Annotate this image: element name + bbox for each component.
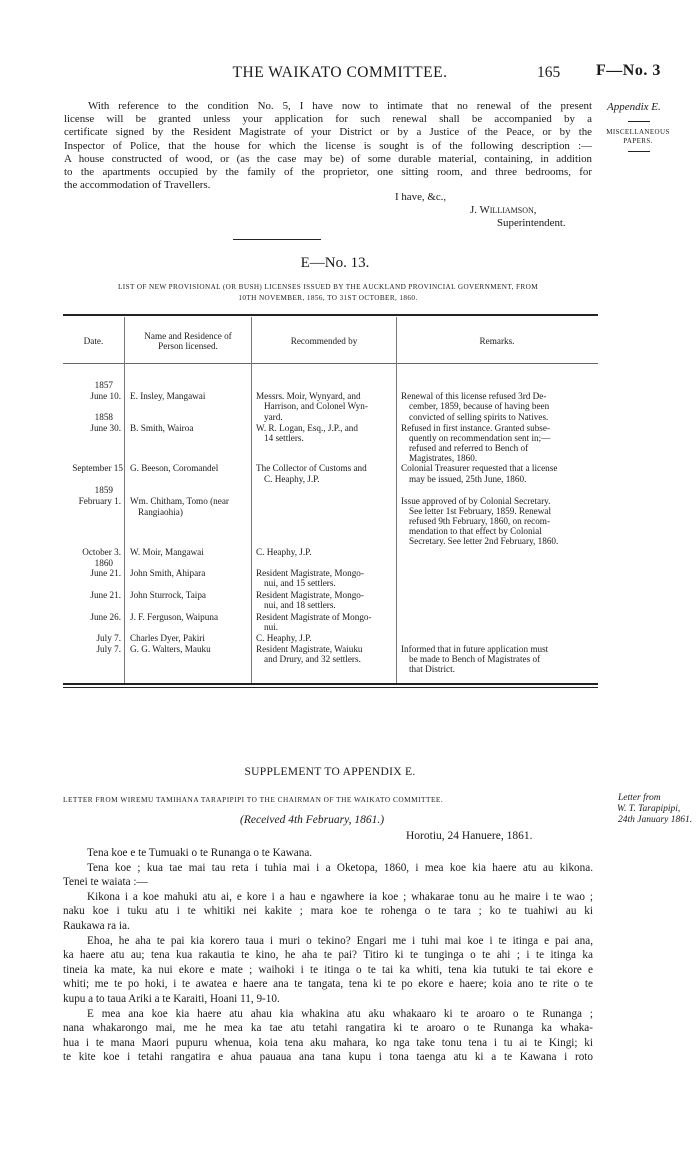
date-cell: 1858 bbox=[94, 412, 113, 422]
remarks-cell: be made to Bench of Magistrates of bbox=[409, 654, 541, 664]
name-cell: G. G. Walters, Mauku bbox=[130, 644, 211, 654]
letter-line: Kikona i a koe mahuki atu ai, e kore i a hau e ngawhere ia koe ; whakarae tonu au he maire i te wao ; bbox=[87, 890, 593, 903]
letter-caption: LETTER FROM WIREMU TAMIHANA TARAPIPIPI TO THE CHAIRMAN OF THE WAIKATO COMMITTEE. bbox=[63, 795, 444, 804]
remarks-cell: Magistrates, 1860. bbox=[409, 453, 478, 463]
recommended-cell: and Drury, and 32 settlers. bbox=[264, 654, 361, 664]
intro-line: the accommodation of Travellers. bbox=[64, 179, 211, 192]
closing: I have, &c., bbox=[395, 191, 447, 203]
name-cell: W. Moir, Mangawai bbox=[130, 547, 204, 557]
intro-paragraph bbox=[64, 100, 592, 192]
name-cell: Charles Dyer, Pakiri bbox=[130, 633, 205, 643]
intro-line: A house constructed of wood, or (as the case may be) of some durable material, containing, in addition bbox=[64, 152, 592, 165]
intro-line: to the apartments occupied by the family of the proprietor, one sitting room, and three bedrooms, for bbox=[64, 166, 592, 179]
recommended-cell: C. Heaphy, J.P. bbox=[256, 547, 312, 557]
letter-line: tineia ka mate, ka nui ekore e mate ; waihoki i te itinga o te tai ka whiti, tena kia tutuki te tai ekore e bbox=[63, 963, 593, 976]
place-date: Horotiu, 24 Hanuere, 1861. bbox=[406, 830, 533, 842]
letter-side-note-line3: 24th January 1861. bbox=[618, 815, 693, 825]
name-cell: John Smith, Ahipara bbox=[130, 568, 206, 578]
remarks-cell: Issue approved of by Colonial Secretary. bbox=[401, 496, 551, 506]
recommended-cell: Messrs. Moir, Wynyard, and bbox=[256, 391, 361, 401]
column-divider bbox=[124, 317, 125, 683]
table-bottom-rule bbox=[63, 683, 598, 685]
table-caption-line2: 10TH NOVEMBER, 1856, TO 31ST OCTOBER, 1860. bbox=[238, 294, 418, 302]
letter-line: Tena koe ; kua tae mai tau reta i tuhia mai i a Oketopa, 1860, i mea koe kia haere atu au kikona. bbox=[87, 861, 593, 874]
remarks-cell: Informed that in future application must bbox=[401, 644, 549, 654]
side-divider bbox=[628, 151, 650, 152]
letter-body bbox=[63, 846, 593, 1065]
recommended-cell: 14 settlers. bbox=[264, 433, 304, 443]
name-cell: Wm. Chitham, Tomo (near bbox=[130, 496, 229, 506]
recommended-cell: Resident Magistrate, Mongo- bbox=[256, 590, 364, 600]
intro-line: certificate signed by the Resident Magistrate of your District or by a Justice of the Peace, or by the bbox=[64, 126, 592, 139]
date-cell: June 26. bbox=[90, 612, 121, 622]
date-cell: June 30. bbox=[90, 423, 121, 433]
signature: J. Williamson, bbox=[470, 204, 537, 216]
name-cell: Rangiaohia) bbox=[138, 507, 183, 517]
appendix-note: Appendix E. bbox=[607, 101, 661, 113]
side-section-line1: MISCELLANEOUS bbox=[606, 128, 670, 136]
remarks-cell: Colonial Treasurer requested that a license bbox=[401, 463, 558, 473]
recommended-cell: C. Heaphy, J.P. bbox=[264, 474, 320, 484]
letter-line: ka haere atu au; tena kua rakautia te kino, he aha te pai? Titiro ki te tunginga o te ahi ; i te itinga ka bbox=[63, 949, 593, 962]
recommended-cell: yard. bbox=[264, 412, 283, 422]
recommended-cell: W. R. Logan, Esq., J.P., and bbox=[256, 423, 358, 433]
letter-side-note-line2: W. T. Tarapipipi, bbox=[617, 804, 681, 814]
letter-line: E mea ana koe kia haere atu ahau kia whakina atu aku whakaaro ki te aroaro o te Runanga ; bbox=[87, 1007, 593, 1020]
recommended-cell: C. Heaphy, J.P. bbox=[256, 633, 312, 643]
intro-line: license will be granted unless your application for such renewal shall be accompanied by a bbox=[64, 113, 592, 126]
intro-line: Inspector of Police, that the house for which the license is sought is of the following description :— bbox=[64, 139, 592, 152]
side-section-line2: PAPERS. bbox=[623, 137, 653, 145]
letter-line: naku koe i tuku atu i te whitiki nei kakite ; mara koe te rohenga o te tara ; ko te tuahiwi au ki bbox=[63, 905, 593, 918]
remarks-cell: See letter 1st February, 1859. Renewal bbox=[409, 506, 552, 516]
remarks-cell: that District. bbox=[409, 664, 455, 674]
remarks-cell: cember, 1859, because of having been bbox=[409, 401, 550, 411]
letter-line: Raukawa ra ia. bbox=[63, 919, 130, 932]
column-divider bbox=[251, 317, 252, 683]
table-bottom-rule bbox=[63, 687, 598, 688]
recommended-cell: Resident Magistrate of Mongo- bbox=[256, 612, 372, 622]
date-cell: October 3. bbox=[82, 547, 121, 557]
date-cell: 1859 bbox=[94, 485, 113, 495]
name-cell: G. Beeson, Coromandel bbox=[130, 463, 219, 473]
name-cell: E. Insley, Mangawai bbox=[130, 391, 206, 401]
date-cell: July 7. bbox=[96, 633, 121, 643]
letter-line: Ehoa, he aha te pai kia korero taua i muri o tekino? Engari me i tuhi mai koe i te itinga e pai ana, bbox=[87, 934, 593, 947]
letter-line: te kite koe i tetahi rangatira e ahua pauaua ana tana kupu i tona taenga atu ki a te Kawana i roto bbox=[63, 1051, 593, 1064]
remarks-cell: refused and referred to Bench of bbox=[409, 443, 529, 453]
date-cell: 1857 bbox=[94, 380, 113, 390]
page-number: 165 bbox=[537, 64, 561, 81]
letter-line: Tena koe e te Tumuaki o te Runanga o te Kawana. bbox=[87, 847, 313, 859]
letter-line: whiti; me te po hoki, i te awatea e haere ana te tangata, tena ki te po ekore e haere; koia ano te rite o te bbox=[63, 978, 593, 991]
date-cell: June 21. bbox=[90, 568, 121, 578]
table-header-rule bbox=[63, 363, 598, 364]
supplement-heading: SUPPLEMENT TO APPENDIX E. bbox=[244, 766, 416, 778]
remarks-cell: quently on recommendation sent in;— bbox=[409, 433, 551, 443]
date-cell: February 1. bbox=[78, 496, 121, 506]
remarks-cell: mendation to that effect by Colonial bbox=[409, 526, 542, 536]
date-cell: September 15 bbox=[72, 463, 123, 473]
letter-line: kupu a to taua Ariki a te Karaiti, Hoani 11, 9-10. bbox=[63, 992, 280, 1005]
header-recommended: Recommended by bbox=[290, 336, 358, 346]
section-divider bbox=[233, 239, 321, 240]
recommended-cell: Resident Magistrate, Waiuku bbox=[256, 644, 363, 654]
remarks-cell: Refused in first instance. Granted subse- bbox=[401, 423, 551, 433]
header-name-line1: Name and Residence of bbox=[144, 331, 232, 341]
remarks-cell: Secretary. See letter 2nd February, 1860. bbox=[409, 536, 559, 546]
recommended-cell: The Collector of Customs and bbox=[256, 463, 367, 473]
signature-title: Superintendent. bbox=[497, 217, 566, 229]
recommended-cell: nui. bbox=[264, 622, 279, 632]
section-heading: E—No. 13. bbox=[300, 255, 370, 271]
name-cell: B. Smith, Wairoa bbox=[130, 423, 194, 433]
intro-line: With reference to the condition No. 5, I have now to intimate that no renewal of the present bbox=[88, 100, 592, 112]
header-remarks: Remarks. bbox=[479, 336, 515, 346]
name-cell: J. F. Ferguson, Waipuna bbox=[130, 612, 219, 622]
recommended-cell: Harrison, and Colonel Wyn- bbox=[264, 401, 368, 411]
recommended-cell: nui, and 18 settlers. bbox=[264, 600, 336, 610]
header-name-line2: Person licensed. bbox=[158, 341, 218, 351]
running-title: THE WAIKATO COMMITTEE. bbox=[232, 64, 448, 81]
remarks-cell: Renewal of this license refused 3rd De- bbox=[401, 391, 547, 401]
table-top-rule bbox=[63, 314, 598, 316]
recommended-cell: Resident Magistrate, Mongo- bbox=[256, 568, 364, 578]
letter-line: nana whakarongo mai, me he mea ka tae atu tetahi rangatira ki te aroaro o te Runanga ka whaka- bbox=[63, 1022, 593, 1035]
letter-line: hua i te mana Maori pupuru whenua, koia tena aku mahara, ko nga take tonu tena i tu ai te Kingi; ki bbox=[63, 1036, 593, 1049]
date-cell: July 7. bbox=[96, 644, 121, 654]
name-cell: John Sturrock, Taipa bbox=[130, 590, 206, 600]
letter-side-note-line1: Letter from bbox=[618, 793, 661, 803]
remarks-cell: refused 9th February, 1860, on recom- bbox=[409, 516, 551, 526]
document-reference: F—No. 3 bbox=[596, 62, 661, 79]
side-divider bbox=[628, 121, 650, 122]
letter-line: Tenei te waiata :— bbox=[63, 876, 148, 889]
date-cell: June 10. bbox=[90, 391, 121, 401]
header-date: Date. bbox=[83, 336, 104, 346]
remarks-cell: convicted of selling spirits to Natives. bbox=[409, 412, 549, 422]
date-cell: June 21. bbox=[90, 590, 121, 600]
recommended-cell: nui, and 15 settlers. bbox=[264, 578, 336, 588]
column-divider bbox=[396, 317, 397, 683]
table-caption-line1: LIST OF NEW PROVISIONAL (OR BUSH) LICENSES ISSUED BY THE AUCKLAND PROVINCIAL GOVERNMENT, FROM bbox=[117, 283, 538, 291]
date-cell: 1860 bbox=[94, 558, 113, 568]
remarks-cell: may be issued, 25th June, 1860. bbox=[409, 474, 527, 484]
received-date: (Received 4th February, 1861.) bbox=[240, 814, 385, 826]
